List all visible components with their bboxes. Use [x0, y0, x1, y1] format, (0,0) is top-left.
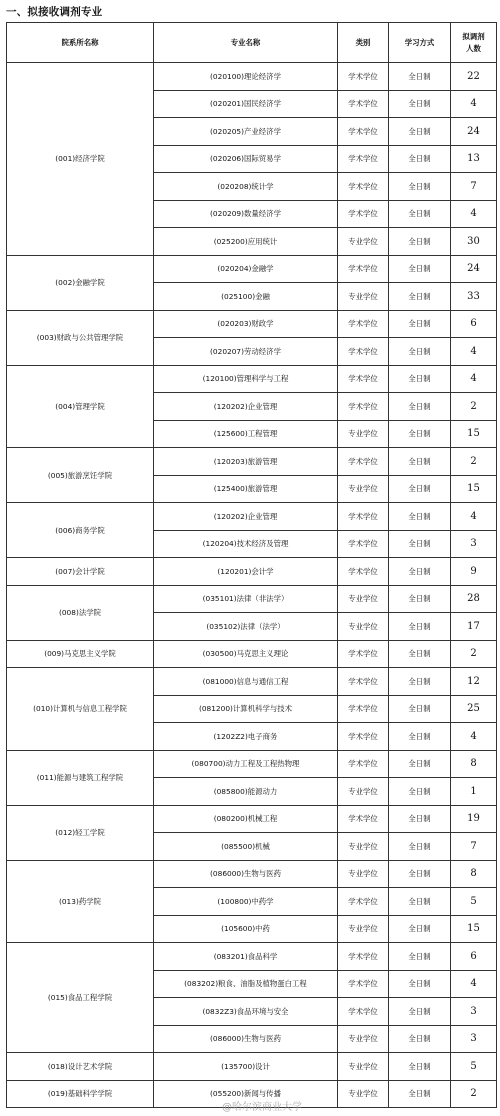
table-header-row: [7, 23, 497, 63]
major-name-cell: (025200)应用统计: [154, 228, 338, 256]
major-name-cell: (081000)信息与通信工程: [154, 668, 338, 696]
school-name-cell: (012)轻工学院: [7, 805, 154, 860]
study-mode-cell: 全日制: [389, 585, 451, 613]
category-cell: 学术学位: [338, 998, 389, 1026]
category-cell: 学术学位: [338, 118, 389, 146]
count-cell: 33: [451, 283, 497, 311]
table-row: [7, 365, 497, 393]
table-row: [7, 668, 497, 696]
category-cell: 学术学位: [338, 338, 389, 366]
major-name-cell: (020100)理论经济学: [154, 63, 338, 91]
major-name-cell: (083201)食品科学: [154, 943, 338, 971]
category-cell: 专业学位: [338, 1053, 389, 1081]
category-cell: 学术学位: [338, 558, 389, 586]
study-mode-cell: 全日制: [389, 63, 451, 91]
major-name-cell: (120202)企业管理: [154, 503, 338, 531]
study-mode-cell: 全日制: [389, 173, 451, 201]
table-row: [7, 805, 497, 833]
major-name-cell: (120201)会计学: [154, 558, 338, 586]
school-name-cell: (013)药学院: [7, 860, 154, 943]
school-name-cell: (018)设计艺术学院: [7, 1053, 154, 1081]
school-name-cell: (005)旅游烹饪学院: [7, 448, 154, 503]
count-cell: 1: [451, 778, 497, 806]
table-row: [7, 750, 497, 778]
study-mode-cell: 全日制: [389, 723, 451, 751]
count-cell: 7: [451, 173, 497, 201]
category-cell: 专业学位: [338, 475, 389, 503]
table-row: [7, 943, 497, 971]
watermark: @哈尔滨商业大学: [222, 1102, 302, 1113]
category-cell: 学术学位: [338, 200, 389, 228]
study-mode-cell: 全日制: [389, 1080, 451, 1108]
major-name-cell: (035102)法律（法学）: [154, 613, 338, 641]
study-mode-cell: 全日制: [389, 255, 451, 283]
count-cell: 2: [451, 1080, 497, 1108]
table-row: [7, 63, 497, 91]
major-name-cell: (135700)设计: [154, 1053, 338, 1081]
header-category: 类别: [338, 23, 389, 63]
major-name-cell: (020208)统计学: [154, 173, 338, 201]
category-cell: 学术学位: [338, 668, 389, 696]
study-mode-cell: 全日制: [389, 888, 451, 916]
study-mode-cell: 全日制: [389, 393, 451, 421]
category-cell: 学术学位: [338, 750, 389, 778]
category-cell: 专业学位: [338, 1080, 389, 1108]
category-cell: 学术学位: [338, 640, 389, 668]
major-name-cell: (120202)企业管理: [154, 393, 338, 421]
major-name-cell: (025100)金融: [154, 283, 338, 311]
major-name-cell: (100800)中药学: [154, 888, 338, 916]
study-mode-cell: 全日制: [389, 998, 451, 1026]
category-cell: 学术学位: [338, 90, 389, 118]
major-name-cell: (120100)管理科学与工程: [154, 365, 338, 393]
major-name-cell: (020203)财政学: [154, 310, 338, 338]
school-name-cell: (003)财政与公共管理学院: [7, 310, 154, 365]
category-cell: 学术学位: [338, 530, 389, 558]
count-cell: 24: [451, 118, 497, 146]
study-mode-cell: 全日制: [389, 778, 451, 806]
table-row: [7, 503, 497, 531]
count-cell: 7: [451, 833, 497, 861]
study-mode-cell: 全日制: [389, 90, 451, 118]
study-mode-cell: 全日制: [389, 943, 451, 971]
study-mode-cell: 全日制: [389, 970, 451, 998]
major-name-cell: (020205)产业经济学: [154, 118, 338, 146]
category-cell: 学术学位: [338, 970, 389, 998]
school-name-cell: (010)计算机与信息工程学院: [7, 668, 154, 751]
study-mode-cell: 全日制: [389, 530, 451, 558]
study-mode-cell: 全日制: [389, 833, 451, 861]
category-cell: 专业学位: [338, 585, 389, 613]
table-row: [7, 1053, 497, 1081]
study-mode-cell: 全日制: [389, 640, 451, 668]
count-cell: 15: [451, 420, 497, 448]
count-cell: 2: [451, 393, 497, 421]
table-row: [7, 860, 497, 888]
table-row: [7, 558, 497, 586]
study-mode-cell: 全日制: [389, 338, 451, 366]
study-mode-cell: 全日制: [389, 613, 451, 641]
study-mode-cell: 全日制: [389, 915, 451, 943]
study-mode-cell: 全日制: [389, 118, 451, 146]
study-mode-cell: 全日制: [389, 145, 451, 173]
category-cell: 学术学位: [338, 255, 389, 283]
study-mode-cell: 全日制: [389, 805, 451, 833]
category-cell: 学术学位: [338, 448, 389, 476]
category-cell: 专业学位: [338, 860, 389, 888]
major-name-cell: (120204)技术经济及管理: [154, 530, 338, 558]
major-name-cell: (081200)计算机科学与技术: [154, 695, 338, 723]
major-name-cell: (020204)金融学: [154, 255, 338, 283]
table-row: [7, 255, 497, 283]
category-cell: 学术学位: [338, 63, 389, 91]
study-mode-cell: 全日制: [389, 228, 451, 256]
school-name-cell: (019)基础科学学院: [7, 1080, 154, 1108]
study-mode-cell: 全日制: [389, 283, 451, 311]
major-name-cell: (1202Z2)电子商务: [154, 723, 338, 751]
study-mode-cell: 全日制: [389, 448, 451, 476]
count-cell: 30: [451, 228, 497, 256]
major-name-cell: (085800)能源动力: [154, 778, 338, 806]
major-name-cell: (080200)机械工程: [154, 805, 338, 833]
study-mode-cell: 全日制: [389, 475, 451, 503]
count-cell: 22: [451, 63, 497, 91]
count-cell: 6: [451, 310, 497, 338]
school-name-cell: (015)食品工程学院: [7, 943, 154, 1053]
table-row: [7, 448, 497, 476]
header-school: 院系所名称: [7, 23, 154, 63]
count-cell: 2: [451, 640, 497, 668]
category-cell: 学术学位: [338, 723, 389, 751]
major-name-cell: (020206)国际贸易学: [154, 145, 338, 173]
study-mode-cell: 全日制: [389, 558, 451, 586]
category-cell: 学术学位: [338, 695, 389, 723]
major-name-cell: (030500)马克思主义理论: [154, 640, 338, 668]
category-cell: 专业学位: [338, 283, 389, 311]
count-cell: 9: [451, 558, 497, 586]
major-name-cell: (085500)机械: [154, 833, 338, 861]
study-mode-cell: 全日制: [389, 420, 451, 448]
count-cell: 8: [451, 860, 497, 888]
school-name-cell: (006)商务学院: [7, 503, 154, 558]
major-name-cell: (055200)新闻与传播: [154, 1080, 338, 1108]
study-mode-cell: 全日制: [389, 365, 451, 393]
table-body: [7, 63, 497, 1108]
major-name-cell: (086000)生物与医药: [154, 860, 338, 888]
study-mode-cell: 全日制: [389, 1025, 451, 1053]
major-name-cell: (125400)旅游管理: [154, 475, 338, 503]
count-cell: 4: [451, 200, 497, 228]
header-count-line1: 拟调剂: [462, 31, 485, 41]
study-mode-cell: 全日制: [389, 310, 451, 338]
count-cell: 28: [451, 585, 497, 613]
school-name-cell: (011)能源与建筑工程学院: [7, 750, 154, 805]
count-cell: 4: [451, 503, 497, 531]
table-row: [7, 585, 497, 613]
count-cell: 12: [451, 668, 497, 696]
study-mode-cell: 全日制: [389, 750, 451, 778]
study-mode-cell: 全日制: [389, 860, 451, 888]
header-major: 专业名称: [154, 23, 338, 63]
category-cell: 学术学位: [338, 310, 389, 338]
category-cell: 专业学位: [338, 833, 389, 861]
major-name-cell: (105600)中药: [154, 915, 338, 943]
school-name-cell: (009)马克思主义学院: [7, 640, 154, 668]
major-name-cell: (083202)粮食、油脂及植物蛋白工程: [154, 970, 338, 998]
category-cell: 学术学位: [338, 365, 389, 393]
count-cell: 3: [451, 1025, 497, 1053]
major-name-cell: (125600)工程管理: [154, 420, 338, 448]
category-cell: 学术学位: [338, 503, 389, 531]
category-cell: 学术学位: [338, 888, 389, 916]
major-name-cell: (035101)法律（非法学）: [154, 585, 338, 613]
major-name-cell: (120203)旅游管理: [154, 448, 338, 476]
major-name-cell: (0832Z3)食品环境与安全: [154, 998, 338, 1026]
study-mode-cell: 全日制: [389, 668, 451, 696]
majors-table: [6, 22, 497, 1108]
count-cell: 3: [451, 998, 497, 1026]
count-cell: 8: [451, 750, 497, 778]
school-name-cell: (002)金融学院: [7, 255, 154, 310]
page-title: 一、拟接收调剂专业: [6, 6, 103, 18]
table-row: [7, 640, 497, 668]
count-cell: 17: [451, 613, 497, 641]
count-cell: 4: [451, 970, 497, 998]
count-cell: 4: [451, 365, 497, 393]
count-cell: 15: [451, 915, 497, 943]
study-mode-cell: 全日制: [389, 695, 451, 723]
count-cell: 19: [451, 805, 497, 833]
table-row: [7, 310, 497, 338]
category-cell: 专业学位: [338, 613, 389, 641]
header-count: [451, 23, 497, 63]
header-mode: 学习方式: [389, 23, 451, 63]
count-cell: 2: [451, 448, 497, 476]
header-count-line2: 人数: [466, 43, 481, 53]
count-cell: 3: [451, 530, 497, 558]
category-cell: 专业学位: [338, 228, 389, 256]
study-mode-cell: 全日制: [389, 503, 451, 531]
category-cell: 专业学位: [338, 915, 389, 943]
school-name-cell: (001)经济学院: [7, 63, 154, 256]
major-name-cell: (086000)生物与医药: [154, 1025, 338, 1053]
study-mode-cell: 全日制: [389, 1053, 451, 1081]
study-mode-cell: 全日制: [389, 200, 451, 228]
category-cell: 学术学位: [338, 173, 389, 201]
count-cell: 5: [451, 1053, 497, 1081]
category-cell: 学术学位: [338, 805, 389, 833]
major-name-cell: (020209)数量经济学: [154, 200, 338, 228]
category-cell: 学术学位: [338, 393, 389, 421]
count-cell: 15: [451, 475, 497, 503]
major-name-cell: (020201)国民经济学: [154, 90, 338, 118]
count-cell: 6: [451, 943, 497, 971]
count-cell: 5: [451, 888, 497, 916]
category-cell: 专业学位: [338, 778, 389, 806]
count-cell: 4: [451, 338, 497, 366]
count-cell: 13: [451, 145, 497, 173]
count-cell: 25: [451, 695, 497, 723]
category-cell: 专业学位: [338, 1025, 389, 1053]
count-cell: 4: [451, 90, 497, 118]
count-cell: 24: [451, 255, 497, 283]
school-name-cell: (008)法学院: [7, 585, 154, 640]
category-cell: 学术学位: [338, 943, 389, 971]
major-name-cell: (020207)劳动经济学: [154, 338, 338, 366]
school-name-cell: (004)管理学院: [7, 365, 154, 448]
category-cell: 专业学位: [338, 420, 389, 448]
count-cell: 4: [451, 723, 497, 751]
category-cell: 学术学位: [338, 145, 389, 173]
major-name-cell: (080700)动力工程及工程热物理: [154, 750, 338, 778]
school-name-cell: (007)会计学院: [7, 558, 154, 586]
